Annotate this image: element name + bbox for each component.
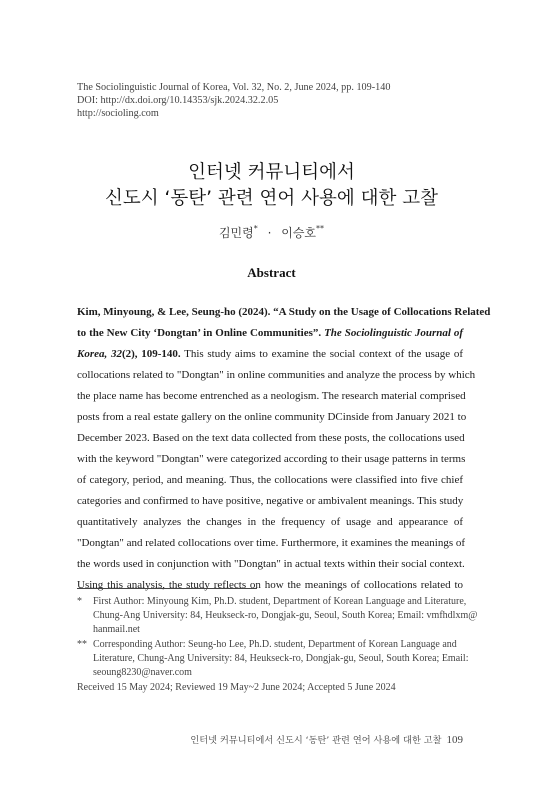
footnote-1-line-2: Chung-Ang University: 84, Heukseck-ro, Dongjak-gu, Seoul, South Korea; Email: vmfhdlxm@ xyxy=(93,610,478,621)
page-number: 109 xyxy=(446,734,463,746)
title-line-1: 인터넷 커뮤니티에서 xyxy=(188,162,355,183)
author-separator: · xyxy=(267,226,272,240)
author-1-footnote-mark: * xyxy=(253,224,258,233)
abstract-text-start: This study aims to examine the social context of the usage of xyxy=(184,348,463,360)
abstract-line: categories and confirmed to have positive, negative or ambivalent meanings. This study xyxy=(77,495,464,507)
abstract-line: the words used in conjunction with "Dongtan" in actual texts within their social context. xyxy=(77,558,465,570)
author-2-footnote-mark: ** xyxy=(316,224,325,233)
title-line-2: 신도시 ‘동탄’ 관련 연어 사용에 대한 고찰 xyxy=(105,188,438,209)
abstract-line: "Dongtan" and related collocations over time. Furthermore, it examines the meanings of xyxy=(77,537,466,549)
citation-line-2 xyxy=(77,327,463,339)
footnote-1-line-1: First Author: Minyoung Kim, Ph.D. student, Department of Korean Language and Literature, xyxy=(93,596,467,607)
page-footer xyxy=(190,732,463,746)
footnote-2-line-2: Literature, Chung-Ang University: 84, Heukseck-ro, Dongjak-gu, Seoul, South Korea; Email: xyxy=(93,653,469,664)
author-2-name: 이승호 xyxy=(281,226,317,240)
citation-issue-pages: (2), 109-140. xyxy=(121,348,181,360)
footnote-2-line-1: Corresponding Author: Seung-ho Lee, Ph.D. student, Department of Korean Language and xyxy=(93,639,457,650)
author-line xyxy=(0,224,543,241)
journal-header xyxy=(77,81,390,120)
abstract-line: posts from a real estate gallery on the online community DCinside from January 2021 to xyxy=(77,411,467,423)
abstract-line: of category, period, and meaning. Thus, the collocations were classified into five chief xyxy=(77,474,463,486)
doi-line: DOI: http://dx.doi.org/10.14353/sjk.2024.32.2.05 xyxy=(77,95,279,106)
running-title: 인터넷 커뮤니티에서 신도시 ‘동탄’ 관련 연어 사용에 대한 고찰 xyxy=(190,735,442,746)
citation-line-1: Kim, Minyoung, & Lee, Seung-ho (2024). “A Study on the Usage of Collocations Related xyxy=(77,306,491,318)
abstract-line: collocations related to "Dongtan" in online communities and analyze the process by which xyxy=(77,369,476,381)
abstract-heading: Abstract xyxy=(247,265,296,280)
author-1-name: 김민령 xyxy=(218,226,254,240)
footnote-2-line-3: seoung8230@naver.com xyxy=(93,667,192,678)
journal-citation-line: The Sociolinguistic Journal of Korea, Vol. 32, No. 2, June 2024, pp. 109-140 xyxy=(77,82,391,93)
citation-journal-name: The Sociolinguistic Journal of xyxy=(324,327,464,339)
paper-title xyxy=(0,160,543,212)
footnote-divider xyxy=(77,588,257,589)
citation-journal-volume: Korea, 32 xyxy=(77,348,122,360)
received-dates: Received 15 May 2024; Reviewed 19 May~2 June 2024; Accepted 5 June 2024 xyxy=(77,682,396,693)
journal-url: http://socioling.com xyxy=(77,108,159,119)
abstract-line: the place name has become entrenched as a neologism. The research material comprised xyxy=(77,390,466,402)
abstract-line: quantitatively analyzes the changes in the frequency of usage and appearance of xyxy=(77,516,463,528)
abstract-line: with the keyword "Dongtan" were categorized according to their usage patterns in terms xyxy=(77,453,466,465)
abstract-line-3 xyxy=(77,348,463,360)
abstract-line: December 2023. Based on the text data collected from these posts, the collocations used xyxy=(77,432,465,444)
footnote-2-mark: ** xyxy=(77,639,87,650)
citation-title-end: to the New City ‘Dongtan’ in Online Communities”. xyxy=(77,327,322,339)
abstract-line: Using this analysis, the study reflects on how the meanings of collocations related to xyxy=(77,579,463,591)
footnote-1-line-3: hanmail.net xyxy=(93,624,140,635)
footnote-1-mark: * xyxy=(77,596,82,607)
